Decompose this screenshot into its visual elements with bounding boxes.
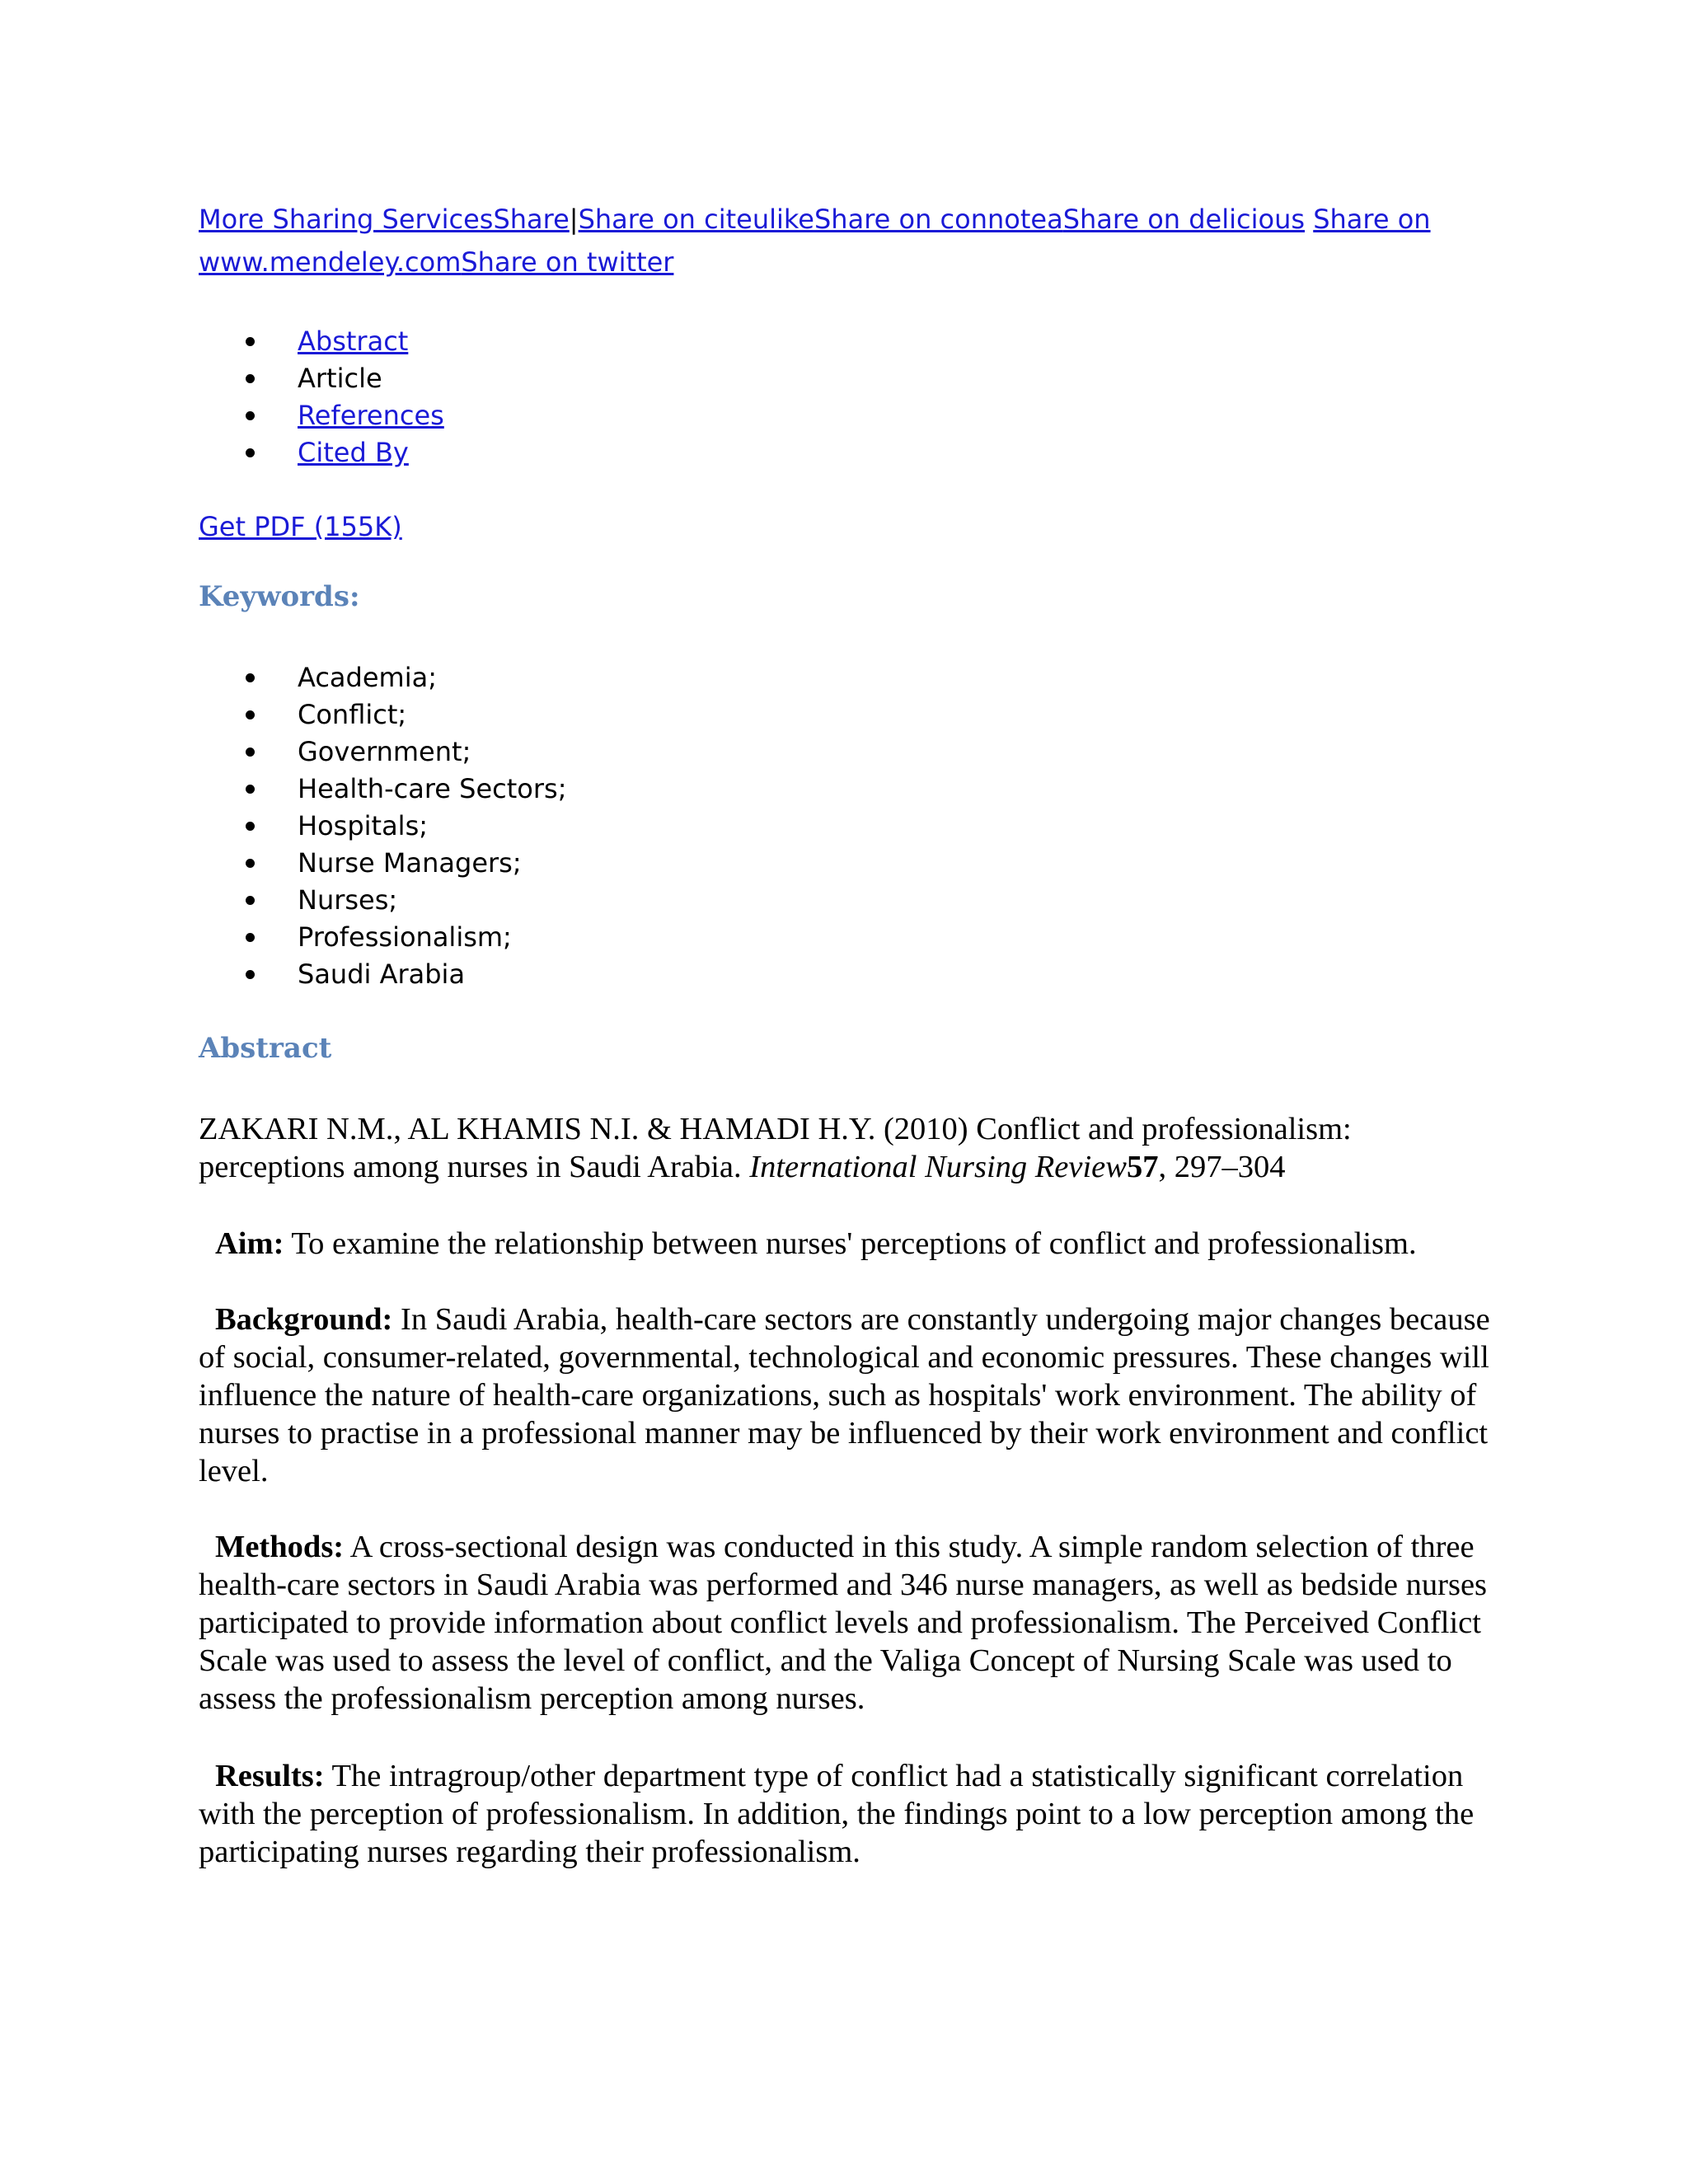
background-label: Background:: [215, 1302, 393, 1337]
keyword-label: Academia;: [298, 662, 437, 693]
aim-label: Aim:: [215, 1226, 284, 1261]
keyword-item: [199, 919, 566, 956]
bullet-icon: [246, 710, 255, 719]
share-separator: |: [569, 204, 579, 235]
nav-article-label: Article: [298, 363, 382, 394]
nav-item-references: [199, 397, 444, 434]
keywords-list: [199, 659, 566, 993]
keyword-label: Saudi Arabia: [298, 958, 466, 990]
keyword-item: [199, 771, 566, 808]
citation-paragraph: [199, 1110, 1501, 1186]
abstract-heading: Abstract: [199, 1032, 332, 1065]
bullet-icon: [246, 822, 255, 831]
get-pdf-link[interactable]: Get PDF (155K): [199, 511, 402, 542]
nav-item-cited-by: [199, 434, 444, 471]
keyword-item: [199, 956, 566, 993]
background-text: In Saudi Arabia, health-care sectors are constantly undergoing major changes because of social, consumer-related, governmental, technological and economic pressures. These changes will influence the nature of health-care organizations, such as hospitals' work environment. The ability of nurses to practise in a professional manner may be influenced by their work environment and conflict level.: [199, 1302, 1490, 1488]
nav-cited-by-link[interactable]: Cited By: [298, 437, 409, 468]
keyword-label: Hospitals;: [298, 810, 429, 841]
share-bar: [199, 198, 1484, 284]
bullet-icon: [246, 785, 255, 794]
aim-text: To examine the relationship between nurses' perceptions of conflict and professionalism.: [284, 1226, 1417, 1261]
methods-text: A cross-sectional design was conducted in this study. A simple random selection of three health-care sectors in Saudi Arabia was performed and 346 nurse managers, as well as bedside nurses participated to provide information about conflict levels and professionalism. The Perceived Conflict Scale was used to assess the level of conflict, and the Valiga Concept of Nursing Scale was used to assess the professionalism perception among nurses.: [199, 1530, 1488, 1716]
share-connotea-link[interactable]: Share on connotea: [814, 204, 1063, 235]
results-paragraph: [199, 1757, 1501, 1871]
keyword-item: [199, 659, 566, 696]
bullet-icon: [246, 859, 255, 868]
keyword-item: [199, 882, 566, 919]
keyword-label: Nurses;: [298, 884, 398, 916]
keyword-label: Government;: [298, 736, 471, 767]
bullet-icon: [246, 673, 255, 682]
keyword-item: [199, 696, 566, 733]
methods-paragraph: [199, 1528, 1501, 1718]
results-text: The intragroup/other department type of conflict had a statistically significant correlation with the perception of professionalism. In addition, the findings point to a low perception among the participating nurses regarding their professionalism.: [199, 1759, 1475, 1869]
bullet-icon: [246, 374, 255, 383]
keyword-label: Health-care Sectors;: [298, 773, 567, 804]
keywords-heading: Keywords:: [199, 580, 360, 613]
keyword-item: [199, 808, 566, 845]
nav-item-article: [199, 360, 444, 397]
keyword-label: Professionalism;: [298, 921, 512, 953]
results-label: Results:: [215, 1759, 325, 1793]
keyword-label: Nurse Managers;: [298, 847, 522, 879]
bullet-icon: [246, 970, 255, 979]
citation-volume: 57: [1126, 1150, 1159, 1184]
bullet-icon: [246, 748, 255, 757]
methods-label: Methods:: [215, 1530, 345, 1564]
keyword-label: Conflict;: [298, 699, 407, 730]
article-nav-list: [199, 323, 444, 471]
bullet-icon: [246, 933, 255, 942]
keyword-item: [199, 733, 566, 771]
citation-authors-title: ZAKARI N.M., AL KHAMIS N.I. & HAMADI H.Y. (2010) Conflict and professionalism: perceptions among nurses in Saudi Arabia.: [199, 1112, 1352, 1184]
citation-journal: International Nursing Review: [749, 1150, 1127, 1184]
share-mendeley-link[interactable]: Share on www.mendeley.com: [199, 204, 1431, 278]
bullet-icon: [246, 896, 255, 905]
share-twitter-link[interactable]: Share on twitter: [461, 246, 674, 278]
share-delicious-link[interactable]: Share on delicious: [1062, 204, 1306, 235]
citation-pages: , 297–304: [1158, 1150, 1286, 1184]
nav-item-abstract: [199, 323, 444, 360]
bullet-icon: [246, 448, 255, 457]
background-paragraph: [199, 1301, 1501, 1490]
nav-abstract-link[interactable]: Abstract: [298, 326, 409, 357]
nav-references-link[interactable]: References: [298, 400, 444, 431]
keyword-item: [199, 845, 566, 882]
share-citeulike-link[interactable]: Share on citeulike: [578, 204, 814, 235]
bullet-icon: [246, 411, 255, 420]
more-sharing-services-link[interactable]: More Sharing ServicesShare: [199, 204, 570, 235]
aim-paragraph: [199, 1225, 1501, 1263]
bullet-icon: [246, 337, 255, 346]
